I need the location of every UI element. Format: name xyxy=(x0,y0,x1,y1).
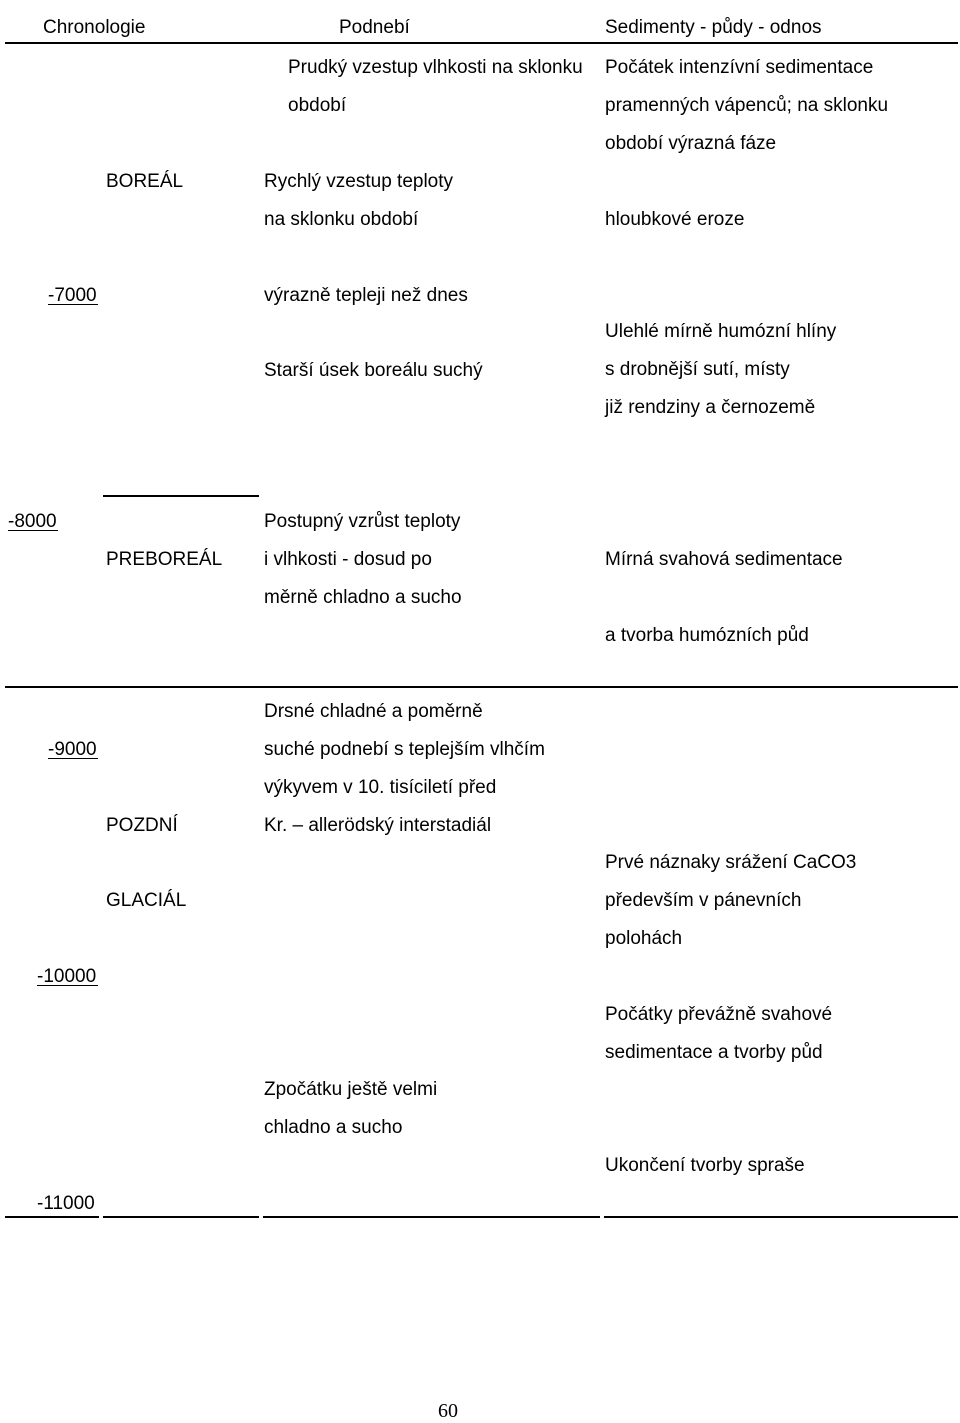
bottom-rule-period xyxy=(103,1216,259,1218)
header-rule xyxy=(5,42,958,44)
boreal-climate-line: výrazně tepleji než dnes xyxy=(264,285,468,306)
boreal-sediment-line: období výrazná fáze xyxy=(605,133,777,154)
boreal-climate-line: Rychlý vzestup teploty xyxy=(264,171,454,192)
period-glacial: GLACIÁL xyxy=(106,890,187,911)
header-sediments: Sedimenty - půdy - odnos xyxy=(605,17,822,38)
preboreal-climate-line: měrně chladno a sucho xyxy=(264,587,462,608)
lateglacial-climate-line: Zpočátku ještě velmi xyxy=(264,1079,438,1100)
period-boreal: BOREÁL xyxy=(106,171,184,192)
boreal-climate-line: na sklonku období xyxy=(264,209,419,230)
preboreal-sediment-line: Mírná svahová sedimentace xyxy=(605,549,843,570)
boundary-rule xyxy=(103,495,259,497)
preboreal-climate-line: Postupný vzrůst teploty xyxy=(264,511,461,532)
lateglacial-sediment-line: především v pánevních xyxy=(605,890,802,911)
header-chronology: Chronologie xyxy=(43,17,146,38)
preboreal-sediment-line: a tvorba humózních půd xyxy=(605,625,809,646)
lateglacial-sediment-line: polohách xyxy=(605,928,683,949)
year-9000: -9000 xyxy=(48,739,97,760)
boreal-climate-line: období xyxy=(288,95,347,116)
lateglacial-climate-line: Drsné chladné a poměrně xyxy=(264,701,483,722)
year-underline xyxy=(37,985,98,986)
lateglacial-climate-line: Kr. – allerödský interstadiál xyxy=(264,815,492,836)
period-preboreal: PREBOREÁL xyxy=(106,549,223,570)
year-8000: -8000 xyxy=(8,511,57,532)
lateglacial-climate-line: chladno a sucho xyxy=(264,1117,403,1138)
boreal-sediment-line: Ulehlé mírně humózní hlíny xyxy=(605,321,837,342)
bottom-rule-climate xyxy=(263,1216,600,1218)
boreal-sediment-line: Počátek intenzívní sedimentace xyxy=(605,57,874,78)
boreal-sediment-line: hloubkové eroze xyxy=(605,209,745,230)
boreal-sediment-line: s drobnější sutí, místy xyxy=(605,359,790,380)
lateglacial-sediment-line: Počátky převážně svahové xyxy=(605,1004,833,1025)
boreal-climate-line: Prudký vzestup vlhkosti na sklonku xyxy=(288,57,583,78)
boreal-sediment-line: již rendziny a černozemě xyxy=(605,397,816,418)
boreal-climate-line: Starší úsek boreálu suchý xyxy=(264,360,483,381)
year-10000: -10000 xyxy=(37,966,97,987)
year-7000: -7000 xyxy=(48,285,97,306)
preboreal-climate-line: i vlhkosti - dosud po xyxy=(264,549,432,570)
header-climate: Podnebí xyxy=(339,17,410,38)
bottom-rule-sediments xyxy=(604,1216,958,1218)
period-late: POZDNÍ xyxy=(106,815,178,836)
bottom-rule-chronology xyxy=(5,1216,99,1218)
boreal-sediment-line: pramenných vápenců; na sklonku xyxy=(605,95,889,116)
year-underline xyxy=(8,530,58,531)
year-11000: -11000 xyxy=(37,1193,95,1214)
page-number: 60 xyxy=(438,1400,458,1422)
lateglacial-sediment-line: Prvé náznaky srážení CaCO3 xyxy=(605,852,857,873)
lateglacial-sediment-line: Ukončení tvorby spraše xyxy=(605,1155,805,1176)
year-underline xyxy=(48,758,98,759)
lateglacial-climate-line: výkyvem v 10. tisíciletí před xyxy=(264,777,497,798)
year-underline xyxy=(48,304,98,305)
lateglacial-climate-line: suché podnebí s teplejším vlhčím xyxy=(264,739,545,760)
boundary-rule xyxy=(5,686,958,688)
lateglacial-sediment-line: sedimentace a tvorby půd xyxy=(605,1042,823,1063)
